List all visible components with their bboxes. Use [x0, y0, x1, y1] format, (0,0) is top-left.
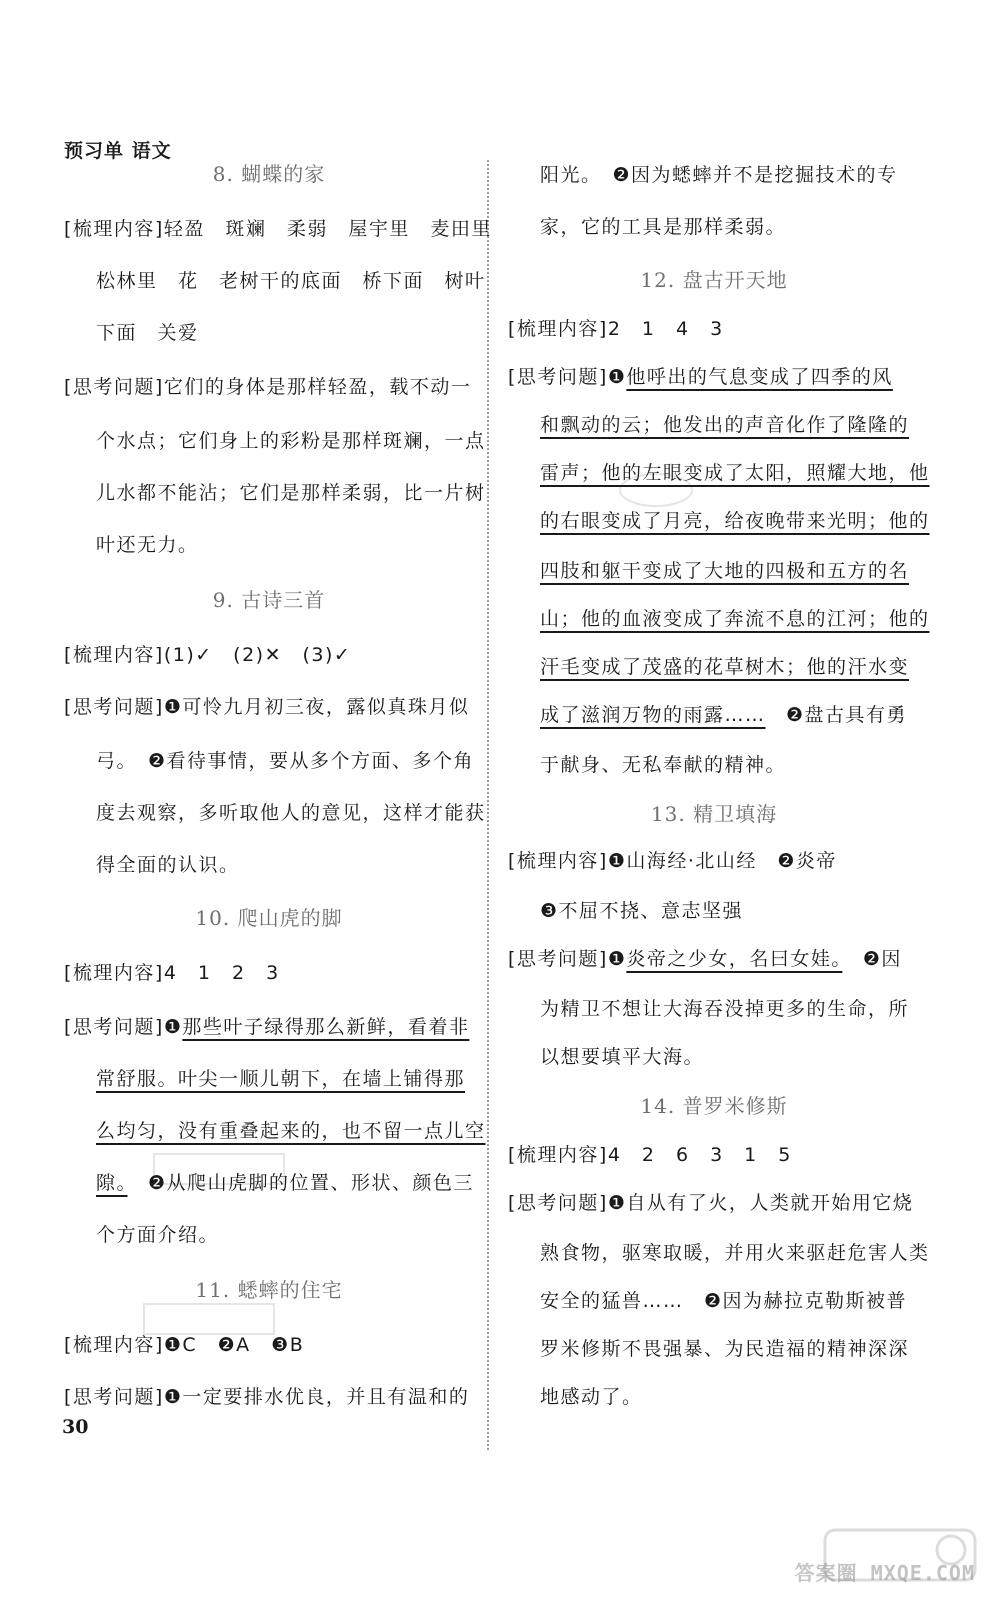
right-column: [508, 0, 930, 1450]
page-number: 30: [62, 1416, 89, 1438]
underlined-answer: 成了滋润万物的雨露……: [540, 704, 766, 726]
underlined-answer: 那些叶子绿得那么新鲜，看着非: [182, 1016, 470, 1038]
text-line: 以想要填平大海。: [540, 1046, 705, 1068]
page-header: 预习单 语文: [64, 140, 172, 162]
stamp-mark: [616, 470, 696, 510]
text-line: 安全的猛兽…… ❷因为赫拉克勒斯被普: [540, 1290, 908, 1312]
text-line: [梳理内容](1)✓ (2)✕ (3)✓: [64, 644, 352, 666]
underlined-answer: 常舒服。叶尖一顺儿朝下，在墙上铺得那: [96, 1068, 466, 1090]
underlined-answer: 的右眼变成了月亮，给夜晚带来光明；他的: [540, 510, 930, 532]
column-divider: [487, 160, 489, 1450]
text-line: 于献身、无私奉献的精神。: [540, 754, 787, 776]
question-label: [思考问题]❶: [508, 948, 627, 970]
left-column: [64, 0, 492, 1450]
underlined-answer: 他呼出的气息变成了四季的风: [626, 366, 893, 388]
text-line: 为精卫不想让大海吞没掉更多的生命，所: [540, 998, 910, 1020]
question-label: [思考问题]❶: [64, 1016, 183, 1038]
text-line: [梳理内容]4 1 2 3: [64, 962, 280, 984]
text-line: 地感动了。: [540, 1386, 643, 1408]
text-line: 弓。 ❷看待事情，要从多个方面、多个角: [96, 750, 475, 772]
text-line: [64, 1012, 469, 1039]
underlined-answer: 么均匀，没有重叠起来的，也不留一点儿空: [96, 1120, 486, 1142]
text-line: 下面 关爱: [96, 322, 199, 344]
text-line: 叶还无力。: [96, 534, 199, 556]
text-line: [梳理内容]4 2 6 3 1 5: [508, 1144, 792, 1166]
section-title-14: 14. 普罗米修斯: [640, 1094, 788, 1118]
section-title-8: 8. 蝴蝶的家: [212, 162, 326, 186]
underlined-answer: 四肢和躯干变成了大地的四极和五方的名: [540, 560, 910, 582]
underlined-answer: 山；他的血液变成了奔流不息的江河；他的: [540, 608, 930, 630]
text-line: [梳理内容]轻盈 斑斓 柔弱 屋宇里 麦田里: [64, 218, 492, 240]
underlined-answer: 汗毛变成了茂盛的花草树木；他的汗水变: [540, 656, 910, 678]
answer-text: ❷盘古具有勇: [765, 704, 908, 726]
text-line: [思考问题]❶可怜九月初三夜，露似真珠月似: [64, 696, 470, 718]
text-line: 个方面介绍。: [96, 1224, 220, 1246]
text-line: 熟食物，驱寒取暖，并用火来驱赶危害人类: [540, 1242, 930, 1264]
stamp-mark: [140, 1300, 280, 1340]
section-title-10: 10. 爬山虎的脚: [195, 906, 343, 930]
section-title-12: 12. 盘古开天地: [640, 268, 788, 292]
text-line: [梳理内容]2 1 4 3: [508, 318, 724, 340]
answer-text: ❷从爬山虎脚的位置、形状、颜色三: [127, 1172, 475, 1194]
text-line: [思考问题]❶一定要排水优良，并且有温和的: [64, 1386, 470, 1408]
section-title-9: 9. 古诗三首: [212, 588, 326, 612]
underlined-answer: 隙。: [96, 1172, 128, 1194]
text-line: 阳光。 ❷因为蟋蟀并不是挖掘技术的专: [540, 164, 898, 186]
underlined-answer: 炎帝之少女，名曰女娃。: [626, 948, 843, 970]
text-line: 度去观察，多听取他人的意见，这样才能获: [96, 802, 486, 824]
watermark-text: 答案圈 MXQE.COM: [794, 1561, 975, 1585]
text-line: [508, 944, 902, 971]
text-line: [540, 700, 907, 727]
text-line: 得全面的认识。: [96, 854, 240, 876]
text-line: [梳理内容]❶山海经·北山经 ❷炎帝: [508, 850, 837, 872]
text-line: [梳理内容]❶C ❷A ❸B: [64, 1334, 305, 1356]
text-line: ❸不屈不挠、意志坚强: [540, 900, 744, 922]
text-line: [思考问题]❶自从有了火，人类就开始用它烧: [508, 1192, 914, 1214]
text-line: 儿水都不能沾；它们是那样柔弱，比一片树: [96, 482, 486, 504]
stamp-mark: [150, 1150, 290, 1190]
text-line: [思考问题]它们的身体是那样轻盈，载不动一: [64, 376, 472, 398]
text-line: 个水点；它们身上的彩粉是那样斑斓，一点: [96, 430, 486, 452]
section-title-11: 11. 蟋蟀的住宅: [195, 1278, 343, 1302]
section-title-13: 13. 精卫填海: [650, 802, 778, 826]
answer-text: ❷因: [842, 948, 902, 970]
text-line: [508, 362, 893, 389]
text-line: 松林里 花 老树干的底面 桥下面 树叶: [96, 270, 486, 292]
underlined-answer: 雷声；他的左眼变成了太阳，照耀大地，他: [540, 462, 930, 484]
question-label: [思考问题]❶: [508, 366, 627, 388]
text-line: 罗米修斯不畏强暴、为民造福的精神深深: [540, 1338, 910, 1360]
underlined-answer: 和飘动的云；他发出的声音化作了隆隆的: [540, 414, 910, 436]
text-line: 家，它的工具是那样柔弱。: [540, 216, 787, 238]
